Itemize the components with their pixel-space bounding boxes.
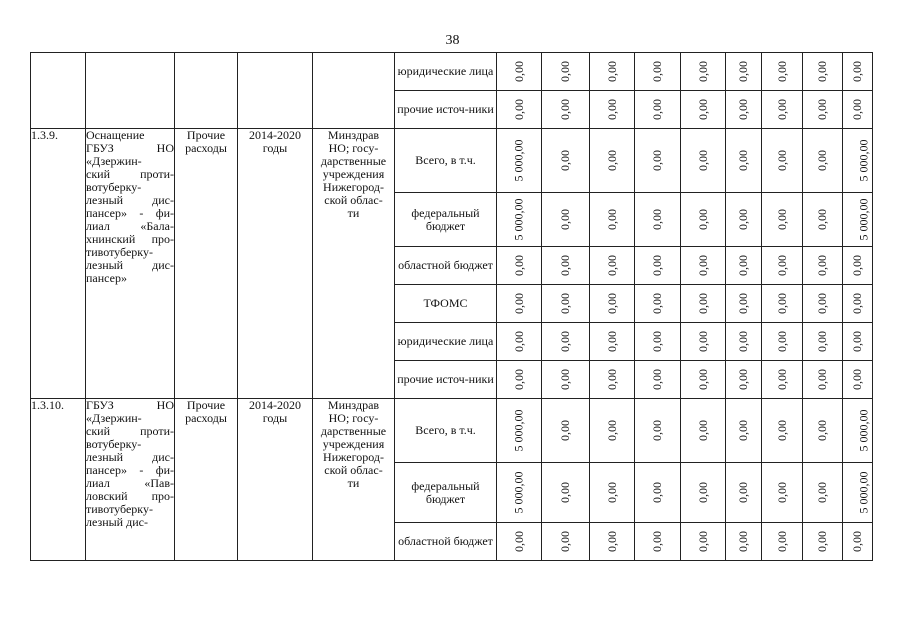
value-cell bbox=[843, 285, 873, 323]
value-cell bbox=[843, 247, 873, 285]
text-line: ской облас- bbox=[324, 193, 383, 207]
value-cell bbox=[635, 247, 681, 285]
value-cell bbox=[726, 129, 762, 193]
funding-source bbox=[395, 129, 497, 193]
value-cell bbox=[590, 361, 635, 399]
value-cell bbox=[843, 463, 873, 523]
value-cell bbox=[542, 193, 590, 247]
empty-cell bbox=[31, 53, 86, 129]
value-cell bbox=[635, 361, 681, 399]
value-cell bbox=[843, 523, 873, 561]
value-text: 0,00 bbox=[815, 369, 829, 390]
value-text: 0,00 bbox=[650, 99, 664, 120]
value-cell bbox=[497, 361, 542, 399]
value-text: 0,00 bbox=[604, 420, 619, 441]
value-text: 0,00 bbox=[736, 255, 750, 276]
item-name-line: лиал «Пав- bbox=[86, 476, 174, 490]
item-name-line: лезный дис- bbox=[86, 258, 174, 272]
value-text: 0,00 bbox=[558, 99, 572, 120]
value-cell bbox=[803, 129, 843, 193]
value-cell bbox=[497, 523, 542, 561]
text-line: расходы bbox=[185, 141, 227, 155]
value-text: 0,00 bbox=[850, 61, 864, 82]
value-cell bbox=[542, 53, 590, 91]
value-text: 0,00 bbox=[558, 61, 572, 82]
value-cell bbox=[635, 193, 681, 247]
funding-source-label: юридические лица bbox=[397, 334, 494, 348]
value-cell bbox=[497, 399, 542, 463]
value-cell bbox=[635, 523, 681, 561]
text-line: Прочие bbox=[186, 128, 226, 142]
funding-source bbox=[395, 361, 497, 399]
value-text: 0,00 bbox=[650, 293, 664, 314]
value-text: 0,00 bbox=[774, 420, 789, 441]
value-cell bbox=[681, 247, 726, 285]
value-text: 0,00 bbox=[815, 255, 829, 276]
executor bbox=[313, 399, 395, 561]
value-text: 0,00 bbox=[695, 209, 710, 230]
value-text: 0,00 bbox=[558, 531, 572, 552]
value-text: 0,00 bbox=[850, 99, 864, 120]
funding-source-label: федеральный бюджет bbox=[411, 205, 480, 233]
item-number bbox=[31, 129, 86, 399]
value-cell bbox=[542, 323, 590, 361]
item-name-line: ловский про- bbox=[86, 489, 174, 503]
value-text: 0,00 bbox=[815, 531, 829, 552]
value-cell bbox=[590, 129, 635, 193]
value-cell bbox=[590, 91, 635, 129]
value-cell bbox=[590, 53, 635, 91]
item-name-line: тивотуберку- bbox=[86, 502, 153, 516]
value-cell bbox=[726, 285, 762, 323]
value-text: 0,00 bbox=[695, 255, 710, 276]
item-name-line: «Дзержин- bbox=[86, 411, 142, 425]
value-cell bbox=[762, 523, 803, 561]
value-text: 0,00 bbox=[511, 293, 526, 314]
text-line: Нижегород- bbox=[323, 450, 384, 464]
value-cell bbox=[803, 323, 843, 361]
value-text: 0,00 bbox=[815, 209, 829, 230]
value-text: 0,00 bbox=[604, 482, 619, 503]
item-name-line: ский проти- bbox=[86, 167, 174, 181]
value-text: 0,00 bbox=[774, 293, 789, 314]
value-cell bbox=[762, 193, 803, 247]
value-cell bbox=[762, 285, 803, 323]
value-text: 0,00 bbox=[850, 369, 864, 390]
value-text: 0,00 bbox=[511, 531, 526, 552]
value-text: 0,00 bbox=[736, 369, 750, 390]
text-line: ти bbox=[347, 476, 360, 490]
item-name-line: ГБУЗ НО bbox=[86, 141, 174, 155]
value-cell bbox=[803, 361, 843, 399]
value-cell bbox=[726, 53, 762, 91]
value-text: 0,00 bbox=[511, 331, 526, 352]
value-cell bbox=[635, 91, 681, 129]
value-text: 5 000,00 bbox=[856, 139, 871, 182]
item-name bbox=[86, 399, 175, 561]
value-text: 0,00 bbox=[650, 482, 664, 503]
value-text: 0,00 bbox=[604, 61, 619, 82]
value-text: 0,00 bbox=[558, 209, 572, 230]
value-cell bbox=[843, 129, 873, 193]
value-cell bbox=[681, 463, 726, 523]
text-line: НО; госу- bbox=[328, 141, 379, 155]
value-text: 0,00 bbox=[650, 209, 664, 230]
value-cell bbox=[681, 361, 726, 399]
value-cell bbox=[803, 463, 843, 523]
value-text: 0,00 bbox=[604, 150, 619, 171]
value-cell bbox=[803, 53, 843, 91]
value-cell bbox=[843, 323, 873, 361]
value-text: 0,00 bbox=[695, 482, 710, 503]
value-text: 0,00 bbox=[736, 209, 750, 230]
value-cell bbox=[762, 323, 803, 361]
funding-source-label: прочие источ-ники bbox=[397, 372, 494, 386]
funding-source bbox=[395, 463, 497, 523]
value-cell bbox=[762, 463, 803, 523]
value-text: 0,00 bbox=[650, 150, 664, 171]
value-cell bbox=[635, 129, 681, 193]
value-text: 0,00 bbox=[511, 255, 526, 276]
value-cell bbox=[497, 247, 542, 285]
value-cell bbox=[726, 323, 762, 361]
value-cell bbox=[497, 285, 542, 323]
value-text: 0,00 bbox=[736, 482, 750, 503]
value-cell bbox=[497, 193, 542, 247]
value-cell bbox=[803, 399, 843, 463]
value-cell bbox=[590, 463, 635, 523]
value-cell bbox=[803, 523, 843, 561]
value-cell bbox=[726, 91, 762, 129]
value-text: 0,00 bbox=[558, 293, 572, 314]
value-text: 0,00 bbox=[774, 255, 789, 276]
text-line: НО; госу- bbox=[328, 411, 379, 425]
text-line: Прочие bbox=[186, 398, 226, 412]
executor bbox=[313, 129, 395, 399]
funding-source bbox=[395, 323, 497, 361]
value-cell bbox=[681, 285, 726, 323]
value-cell bbox=[681, 323, 726, 361]
value-text: 0,00 bbox=[558, 369, 572, 390]
value-text: 0,00 bbox=[558, 482, 572, 503]
text-line: учреждения bbox=[322, 437, 385, 451]
item-name-line: «Дзержин- bbox=[86, 154, 142, 168]
text-line: годы bbox=[262, 411, 288, 425]
item-name-line: лезный дис- bbox=[86, 193, 174, 207]
value-cell bbox=[843, 399, 873, 463]
value-cell bbox=[681, 91, 726, 129]
text-line: 2014-2020 bbox=[249, 128, 301, 142]
funding-source bbox=[395, 193, 497, 247]
value-cell bbox=[726, 361, 762, 399]
value-cell bbox=[542, 523, 590, 561]
funding-source bbox=[395, 91, 497, 129]
funding-source bbox=[395, 399, 497, 463]
value-text: 0,00 bbox=[815, 293, 829, 314]
value-text: 0,00 bbox=[774, 150, 789, 171]
item-name-line: вотуберку- bbox=[86, 437, 142, 451]
value-text: 0,00 bbox=[736, 61, 750, 82]
value-text: 0,00 bbox=[604, 209, 619, 230]
text-line: Нижегород- bbox=[323, 180, 384, 194]
value-cell bbox=[843, 361, 873, 399]
funding-source-label: федеральный бюджет bbox=[411, 478, 480, 506]
value-text: 0,00 bbox=[650, 369, 664, 390]
page-number: 38 bbox=[445, 33, 460, 48]
value-text: 0,00 bbox=[604, 531, 619, 552]
value-text: 0,00 bbox=[558, 255, 572, 276]
expense-type bbox=[175, 129, 238, 399]
value-text: 0,00 bbox=[774, 99, 789, 120]
value-text: 5 000,00 bbox=[856, 409, 871, 452]
value-cell bbox=[497, 53, 542, 91]
value-text: 0,00 bbox=[604, 293, 619, 314]
value-text: 0,00 bbox=[850, 255, 864, 276]
item-name-line: пансер» bbox=[86, 271, 127, 285]
value-text: 0,00 bbox=[695, 369, 710, 390]
value-text: 0,00 bbox=[850, 293, 864, 314]
item-name-line: ский проти- bbox=[86, 424, 174, 438]
value-text: 0,00 bbox=[558, 420, 572, 441]
funding-source-label: областной бюджет bbox=[398, 534, 493, 548]
empty-cell bbox=[175, 53, 238, 129]
value-text: 0,00 bbox=[774, 209, 789, 230]
text-line: дарственные bbox=[320, 424, 387, 438]
item-name-line: хнинский про- bbox=[86, 232, 174, 246]
funding-source bbox=[395, 53, 497, 91]
value-cell bbox=[726, 523, 762, 561]
item-name bbox=[86, 129, 175, 399]
value-cell bbox=[635, 323, 681, 361]
value-cell bbox=[635, 285, 681, 323]
value-cell bbox=[542, 361, 590, 399]
value-cell bbox=[542, 463, 590, 523]
value-cell bbox=[590, 193, 635, 247]
value-cell bbox=[726, 399, 762, 463]
value-cell bbox=[803, 285, 843, 323]
value-cell bbox=[497, 91, 542, 129]
value-cell bbox=[497, 463, 542, 523]
value-text: 0,00 bbox=[650, 61, 664, 82]
value-text: 0,00 bbox=[604, 369, 619, 390]
value-cell bbox=[590, 247, 635, 285]
funding-source-label: прочие источ-ники bbox=[397, 102, 494, 116]
value-text: 5 000,00 bbox=[511, 198, 526, 241]
item-name-line: пансер» - фи- bbox=[86, 463, 174, 477]
item-name-line: тивотуберку- bbox=[86, 245, 153, 259]
value-cell bbox=[590, 399, 635, 463]
funding-source-label: Всего, в т.ч. bbox=[415, 423, 476, 437]
value-text: 0,00 bbox=[850, 331, 864, 352]
value-text: 0,00 bbox=[736, 331, 750, 352]
value-cell bbox=[590, 523, 635, 561]
value-cell bbox=[762, 247, 803, 285]
value-cell bbox=[542, 285, 590, 323]
value-text: 0,00 bbox=[650, 255, 664, 276]
value-cell bbox=[681, 523, 726, 561]
text-line: годы bbox=[262, 141, 288, 155]
value-cell bbox=[635, 53, 681, 91]
value-cell bbox=[681, 53, 726, 91]
table-row bbox=[31, 129, 873, 193]
funding-source-label: Всего, в т.ч. bbox=[415, 153, 476, 167]
value-text: 5 000,00 bbox=[511, 409, 526, 452]
item-name-line: пансер» - фи- bbox=[86, 206, 174, 220]
value-text: 0,00 bbox=[558, 150, 572, 171]
value-cell bbox=[542, 247, 590, 285]
value-cell bbox=[726, 463, 762, 523]
value-cell bbox=[803, 91, 843, 129]
value-cell bbox=[542, 129, 590, 193]
value-text: 0,00 bbox=[774, 369, 789, 390]
text-line: Минздрав bbox=[327, 128, 380, 142]
value-text: 0,00 bbox=[695, 420, 710, 441]
item-name-line: Оснащение bbox=[86, 128, 145, 142]
value-text: 0,00 bbox=[695, 99, 710, 120]
funding-source-label: юридические лица bbox=[397, 64, 494, 78]
value-cell bbox=[681, 129, 726, 193]
value-cell bbox=[803, 247, 843, 285]
value-text: 5 000,00 bbox=[511, 471, 526, 514]
value-text: 0,00 bbox=[815, 61, 829, 82]
item-name-line: лиал «Бала- bbox=[86, 219, 174, 233]
item-name-line: лезный дис- bbox=[86, 515, 148, 529]
value-text: 0,00 bbox=[695, 331, 710, 352]
value-cell bbox=[726, 193, 762, 247]
funding-source-label: ТФОМС bbox=[423, 296, 468, 310]
value-text: 0,00 bbox=[511, 99, 526, 120]
empty-cell bbox=[238, 53, 313, 129]
text-line: дарственные bbox=[320, 154, 387, 168]
item-name-line: лезный дис- bbox=[86, 450, 174, 464]
value-text: 0,00 bbox=[774, 61, 789, 82]
value-text: 0,00 bbox=[558, 331, 572, 352]
value-text: 0,00 bbox=[650, 420, 664, 441]
item-number bbox=[31, 399, 86, 561]
value-cell bbox=[762, 91, 803, 129]
value-cell bbox=[843, 193, 873, 247]
value-text: 0,00 bbox=[774, 531, 789, 552]
value-text: 0,00 bbox=[815, 482, 829, 503]
expense-type bbox=[175, 399, 238, 561]
value-text: 0,00 bbox=[736, 150, 750, 171]
text-line: 2014-2020 bbox=[249, 398, 301, 412]
value-cell bbox=[762, 53, 803, 91]
text-line: ской облас- bbox=[324, 463, 383, 477]
value-cell bbox=[803, 193, 843, 247]
value-text: 0,00 bbox=[736, 531, 750, 552]
value-cell bbox=[590, 323, 635, 361]
value-text: 0,00 bbox=[736, 99, 750, 120]
period bbox=[238, 399, 313, 561]
value-text: 0,00 bbox=[650, 531, 664, 552]
funding-source bbox=[395, 523, 497, 561]
value-text: 0,00 bbox=[695, 150, 710, 171]
value-cell bbox=[681, 399, 726, 463]
item-name-line: вотуберку- bbox=[86, 180, 142, 194]
value-text: 0,00 bbox=[815, 150, 829, 171]
value-text: 0,00 bbox=[511, 369, 526, 390]
value-text: 0,00 bbox=[815, 99, 829, 120]
table-row bbox=[31, 399, 873, 463]
value-text: 0,00 bbox=[650, 331, 664, 352]
value-cell bbox=[726, 247, 762, 285]
period bbox=[238, 129, 313, 399]
value-text: 0,00 bbox=[850, 531, 864, 552]
empty-cell bbox=[86, 53, 175, 129]
value-cell bbox=[497, 323, 542, 361]
value-text: 5 000,00 bbox=[856, 198, 871, 241]
value-text: 0,00 bbox=[695, 293, 710, 314]
value-text: 0,00 bbox=[774, 331, 789, 352]
item-name-line: ГБУЗ НО bbox=[86, 398, 174, 412]
value-text: 0,00 bbox=[604, 255, 619, 276]
text-line: Минздрав bbox=[327, 398, 380, 412]
value-text: 0,00 bbox=[774, 482, 789, 503]
value-cell bbox=[762, 399, 803, 463]
value-cell bbox=[681, 193, 726, 247]
item-number-text: 1.3.9. bbox=[31, 128, 58, 142]
value-text: 0,00 bbox=[695, 61, 710, 82]
value-text: 0,00 bbox=[815, 420, 829, 441]
value-text: 0,00 bbox=[604, 99, 619, 120]
text-line: учреждения bbox=[322, 167, 385, 181]
value-text: 0,00 bbox=[695, 531, 710, 552]
table-row bbox=[31, 53, 873, 91]
program-table bbox=[30, 52, 873, 561]
value-text: 0,00 bbox=[511, 61, 526, 82]
value-cell bbox=[635, 463, 681, 523]
text-line: расходы bbox=[185, 411, 227, 425]
value-text: 0,00 bbox=[736, 293, 750, 314]
table-body bbox=[31, 53, 873, 561]
value-cell bbox=[542, 91, 590, 129]
value-cell bbox=[542, 399, 590, 463]
value-text: 5 000,00 bbox=[856, 471, 871, 514]
value-cell bbox=[762, 361, 803, 399]
funding-source bbox=[395, 247, 497, 285]
value-text: 5 000,00 bbox=[511, 139, 526, 182]
value-cell bbox=[497, 129, 542, 193]
item-number-text: 1.3.10. bbox=[31, 398, 64, 412]
value-cell bbox=[843, 91, 873, 129]
value-cell bbox=[590, 285, 635, 323]
empty-cell bbox=[313, 53, 395, 129]
value-text: 0,00 bbox=[736, 420, 750, 441]
value-text: 0,00 bbox=[604, 331, 619, 352]
value-cell bbox=[843, 53, 873, 91]
value-cell bbox=[635, 399, 681, 463]
funding-source bbox=[395, 285, 497, 323]
text-line: ти bbox=[347, 206, 360, 220]
value-cell bbox=[762, 129, 803, 193]
funding-source-label: областной бюджет bbox=[398, 258, 493, 272]
value-text: 0,00 bbox=[815, 331, 829, 352]
